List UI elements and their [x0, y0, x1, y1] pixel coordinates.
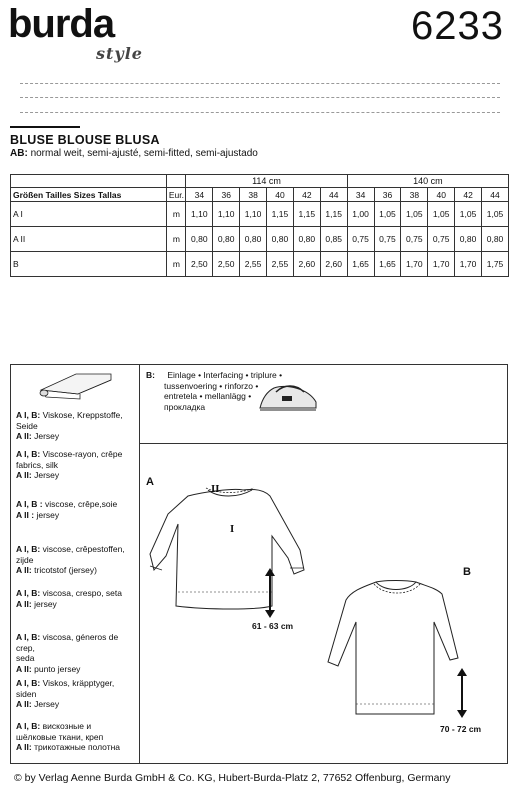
table-corner — [167, 175, 186, 188]
cell: 1,05 — [455, 202, 482, 227]
size-header: 38 — [401, 188, 428, 202]
width-header: 140 cm — [347, 175, 508, 188]
part-label-ii: II — [211, 485, 220, 495]
iron-icon — [256, 378, 322, 414]
fabric-text: Viskos, kräpptyger, siden — [16, 678, 115, 699]
fabric-text: вискозные и — [42, 721, 92, 731]
row-label: A I — [11, 202, 167, 227]
fabric-views: A II: — [16, 431, 32, 441]
cell: 0,75 — [347, 227, 374, 252]
copyright-footer: © by Verlag Aenne Burda GmbH & Co. KG, Hubert-Burda-Platz 2, 77652 Offenburg, Germany — [14, 772, 451, 784]
cell: 1,65 — [347, 252, 374, 277]
fabric-views: A II : — [16, 509, 35, 520]
size-header: 40 — [428, 188, 455, 202]
size-header: 44 — [320, 188, 347, 202]
fabric-text: Viscose-rayon, crêpe — [42, 449, 123, 459]
size-header: 36 — [374, 188, 401, 202]
size-header-label: Größen Tailles Sizes Tallas — [11, 188, 167, 202]
view-b-label: B — [463, 566, 471, 578]
subtitle-label: AB: — [10, 148, 28, 159]
fabric-entry — [16, 678, 136, 710]
blouse-a-drawing — [148, 484, 318, 624]
cell: 0,80 — [293, 227, 320, 252]
cell: 2,50 — [186, 252, 213, 277]
fabric-views: A I, B: — [16, 410, 41, 420]
cell: 1,75 — [482, 252, 509, 277]
size-header: 42 — [293, 188, 320, 202]
cell: 1,10 — [240, 202, 267, 227]
row-unit: m — [167, 202, 186, 227]
fabric-text: трикотажные полотна — [34, 742, 121, 752]
row-label: B — [11, 252, 167, 277]
fabric-entry — [16, 632, 136, 674]
cell: 2,55 — [240, 252, 267, 277]
page-title: BLUSE BLOUSE BLUSA — [10, 133, 160, 147]
size-header: 34 — [347, 188, 374, 202]
table-row — [11, 252, 509, 277]
cell: 1,15 — [293, 202, 320, 227]
divider — [20, 83, 500, 84]
blouse-b-drawing — [326, 578, 460, 718]
fabric-text: viscose, crêpe,soie — [44, 499, 118, 509]
fabric-views: A II: — [16, 663, 32, 674]
fabric-entry — [16, 544, 136, 576]
fabric-text: Viskose, Kreppstoffe, Seide — [16, 410, 123, 431]
cell: 0,80 — [186, 227, 213, 252]
fabric-views: A I, B: — [16, 544, 41, 554]
fabric-text: tricotstof (jersey) — [34, 565, 97, 575]
fabric-text: seda — [16, 653, 35, 663]
fabric-text: punto jersey — [34, 663, 81, 674]
brand-sub-logo: style — [96, 44, 143, 63]
row-label: A II — [11, 227, 167, 252]
pattern-number: 6233 — [411, 4, 504, 48]
cell: 1,05 — [428, 202, 455, 227]
part-label-i: I — [230, 525, 235, 535]
cell: 0,80 — [240, 227, 267, 252]
cell: 0,85 — [320, 227, 347, 252]
fabric-text: viscosa, crespo, seta — [42, 588, 122, 598]
view-a-label: A — [146, 476, 154, 488]
size-header: 44 — [482, 188, 509, 202]
fabric-roll-icon — [36, 370, 116, 400]
interfacing-label: B: — [146, 370, 155, 380]
fabric-views: A I, B: — [16, 678, 41, 688]
cell: 2,50 — [213, 252, 240, 277]
interfacing-line: entretela • mellanlägg • — [164, 391, 252, 401]
fabric-views: A I, B: — [16, 632, 41, 642]
cell: 1,10 — [213, 202, 240, 227]
cell: 1,00 — [347, 202, 374, 227]
cell: 1,70 — [455, 252, 482, 277]
interfacing-line: Einlage • Interfacing • triplure • — [167, 370, 283, 380]
size-header: 34 — [186, 188, 213, 202]
fabric-views: A II: — [16, 565, 32, 575]
size-header: 42 — [455, 188, 482, 202]
fabric-views: A I, B: — [16, 721, 41, 731]
unit-header: Eur. — [168, 189, 184, 200]
table-corner — [11, 175, 167, 188]
fabric-text: Jersey — [34, 699, 60, 709]
interfacing-line: прокладка — [164, 401, 206, 412]
divider — [20, 97, 500, 98]
cell: 0,80 — [482, 227, 509, 252]
cell: 1,10 — [186, 202, 213, 227]
length-arrow-icon — [264, 568, 276, 618]
interfacing-line: tussenvoering • rinforzo • — [164, 380, 259, 391]
cell: 0,80 — [455, 227, 482, 252]
row-unit: m — [167, 227, 186, 252]
fabric-text: fabrics, silk — [16, 459, 59, 470]
brand-logo: burda — [8, 2, 115, 46]
cell: 2,60 — [320, 252, 347, 277]
cell: 0,80 — [267, 227, 294, 252]
cell: 0,75 — [428, 227, 455, 252]
title-rule — [10, 126, 80, 128]
fabric-entry — [16, 410, 136, 442]
fabric-views: A I, B : — [16, 499, 43, 509]
fabric-entry — [16, 588, 136, 609]
view-a-measurement: 61 - 63 cm — [252, 621, 294, 631]
fabric-text: viscosa, géneros de crep, — [16, 632, 119, 653]
cell: 1,65 — [374, 252, 401, 277]
page-subtitle — [10, 148, 258, 159]
fabric-text: jersey — [34, 598, 57, 609]
cell: 1,05 — [374, 202, 401, 227]
cell: 0,80 — [213, 227, 240, 252]
cell: 2,60 — [293, 252, 320, 277]
fabric-text: jersey — [36, 509, 60, 520]
fabric-text: Jersey — [34, 470, 60, 480]
fabric-entry — [16, 449, 136, 481]
fabric-text: шёлковые ткани, креп — [16, 731, 104, 742]
fabric-views: A II: — [16, 470, 32, 480]
size-header: 40 — [267, 188, 294, 202]
size-header: 38 — [240, 188, 267, 202]
fabric-text: Jersey — [34, 431, 60, 441]
size-header: 36 — [213, 188, 240, 202]
view-b-measurement: 70 - 72 cm — [440, 724, 482, 734]
cell: 1,15 — [320, 202, 347, 227]
divider — [20, 112, 500, 113]
table-row — [11, 227, 509, 252]
width-header: 114 cm — [186, 175, 347, 188]
row-unit: m — [167, 252, 186, 277]
size-table — [10, 174, 509, 277]
table-row — [11, 202, 509, 227]
cell: 0,75 — [374, 227, 401, 252]
cell: 2,55 — [267, 252, 294, 277]
fabric-entry — [16, 721, 136, 753]
fabric-views: A I, B: — [16, 449, 41, 459]
fabric-entry — [16, 499, 136, 520]
fabric-views: A II: — [16, 598, 32, 609]
cell: 1,05 — [482, 202, 509, 227]
cell: 1,15 — [267, 202, 294, 227]
fabric-views: A I, B: — [16, 588, 41, 598]
cell: 0,75 — [401, 227, 428, 252]
fabric-views: A II: — [16, 742, 32, 752]
cell: 1,05 — [401, 202, 428, 227]
fabric-text: viscose, crêpestoffen, zijde — [16, 544, 125, 565]
cell: 1,70 — [428, 252, 455, 277]
cell: 1,70 — [401, 252, 428, 277]
fabric-views: A II: — [16, 699, 32, 709]
subtitle-text: normal weit, semi-ajusté, semi-fitted, semi-ajustado — [30, 148, 258, 159]
length-arrow-icon — [456, 668, 468, 718]
